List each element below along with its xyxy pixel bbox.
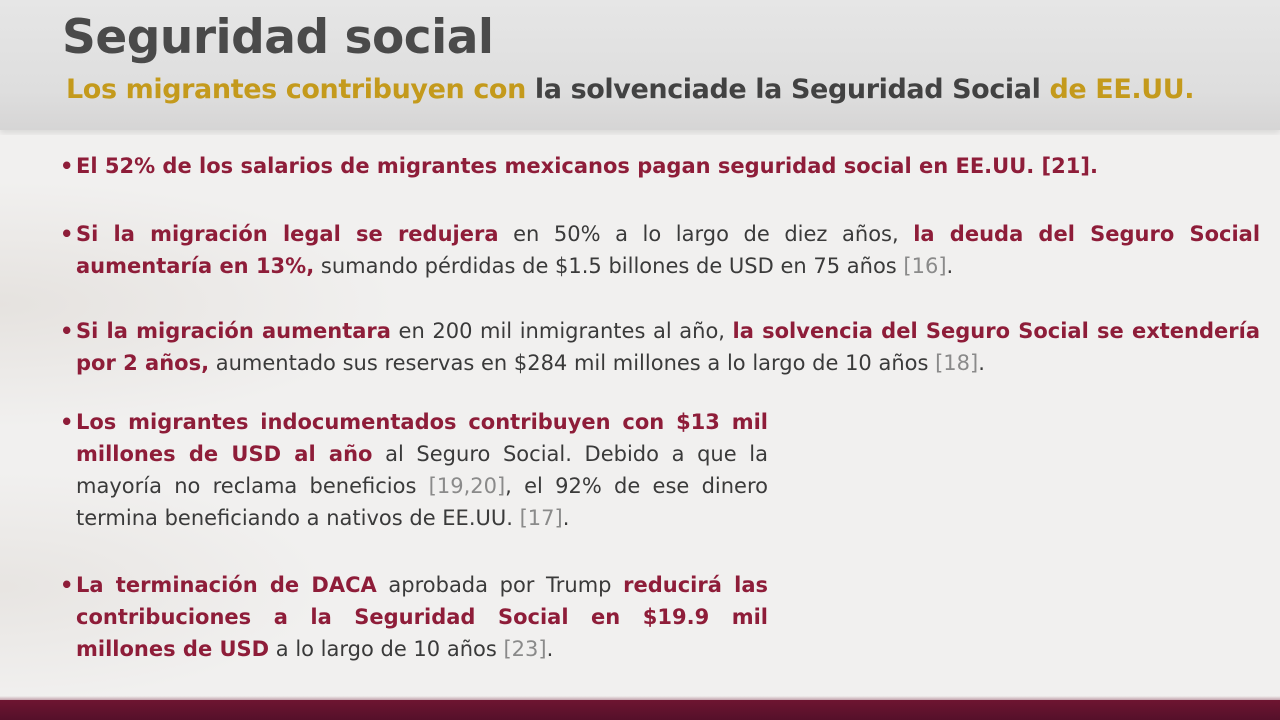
bullet-dot: • [60,319,74,343]
bullet-5 [60,569,768,665]
bullet-1 [60,150,1120,182]
bullet-dot: • [60,222,74,246]
bullet-3-text-2: aumentado sus reservas en $284 mil millones a lo largo de 10 años [209,351,936,375]
bullet-3-bold-1: Si la migración aumentara [76,319,391,343]
bullet-4-bold-1: Los migrantes indocumentados contribuyen con $13 mil millones de USD al año [76,410,768,466]
bullet-2-bold-2: la deuda del Seguro Social aumentaría en 13%, [76,222,1261,278]
bullet-dot: • [60,410,74,434]
bullet-5-bold-1: La terminación de DACA [76,573,377,597]
bullet-3-text-1: en 200 mil inmigrantes al año, [390,319,733,343]
bullet-5-text-2: a lo largo de 10 años [269,637,504,661]
slide-subtitle [66,74,1194,105]
bullet-3-end: . [978,351,985,375]
bullet-4-end: . [562,506,570,530]
bullet-1-bold: El 52% de los salarios de migrantes mexicanos pagan seguridad social en EE.UU. [21]. [76,154,1098,178]
bullet-2-text [60,218,1260,282]
bullet-4 [60,406,768,534]
subtitle-part-2: la solvenciade la Seguridad Social [534,74,1050,105]
slide-header [0,0,1280,130]
subtitle-part-3: de EE.UU. [1049,74,1195,105]
bullet-dot: • [60,573,74,597]
bullet-4-citation-1: [19,20] [428,474,506,498]
bullet-3 [60,315,1260,379]
bullet-2-citation: [16] [903,254,947,278]
bullet-3-citation: [18] [935,351,979,375]
bullet-3-bold-2: la solvencia del Seguro Social se extendería por 2 años, [76,319,1260,375]
bullet-4-text-1: al Seguro Social. Debido a que la mayoría no reclama beneficios [76,442,768,498]
bullet-2-text-1: en 50% a lo largo de diez años, [498,222,914,246]
bullet-dot: • [60,154,74,178]
bullet-2-end: . [946,254,954,278]
bullet-5-bold-2: reducirá las contribuciones a la Seguridad Social en $19.9 mil millones de USD [76,573,768,661]
bullet-3-text [60,315,1260,379]
bullet-4-text [60,406,768,534]
bullet-1-text [60,150,1120,182]
subtitle-part-1: Los migrantes contribuyen con [66,74,535,105]
bullet-2 [60,218,1260,282]
bullet-4-citation-2: [17] [519,506,563,530]
bottom-accent-bar [0,700,1280,720]
bullet-5-text [60,569,768,665]
slide-title: Seguridad social [62,10,494,65]
bullet-5-end: . [546,637,554,661]
bullet-2-text-2: sumando pérdidas de $1.5 billones de USD en 75 años [314,254,904,278]
bullet-2-bold-1: Si la migración legal se redujera [76,222,499,246]
bullet-5-citation: [23] [503,637,547,661]
bullet-4-text-2: , el 92% de ese dinero termina beneficiando a nativos de EE.UU. [76,474,768,530]
bullet-5-text-1: aprobada por Trump [376,573,624,597]
